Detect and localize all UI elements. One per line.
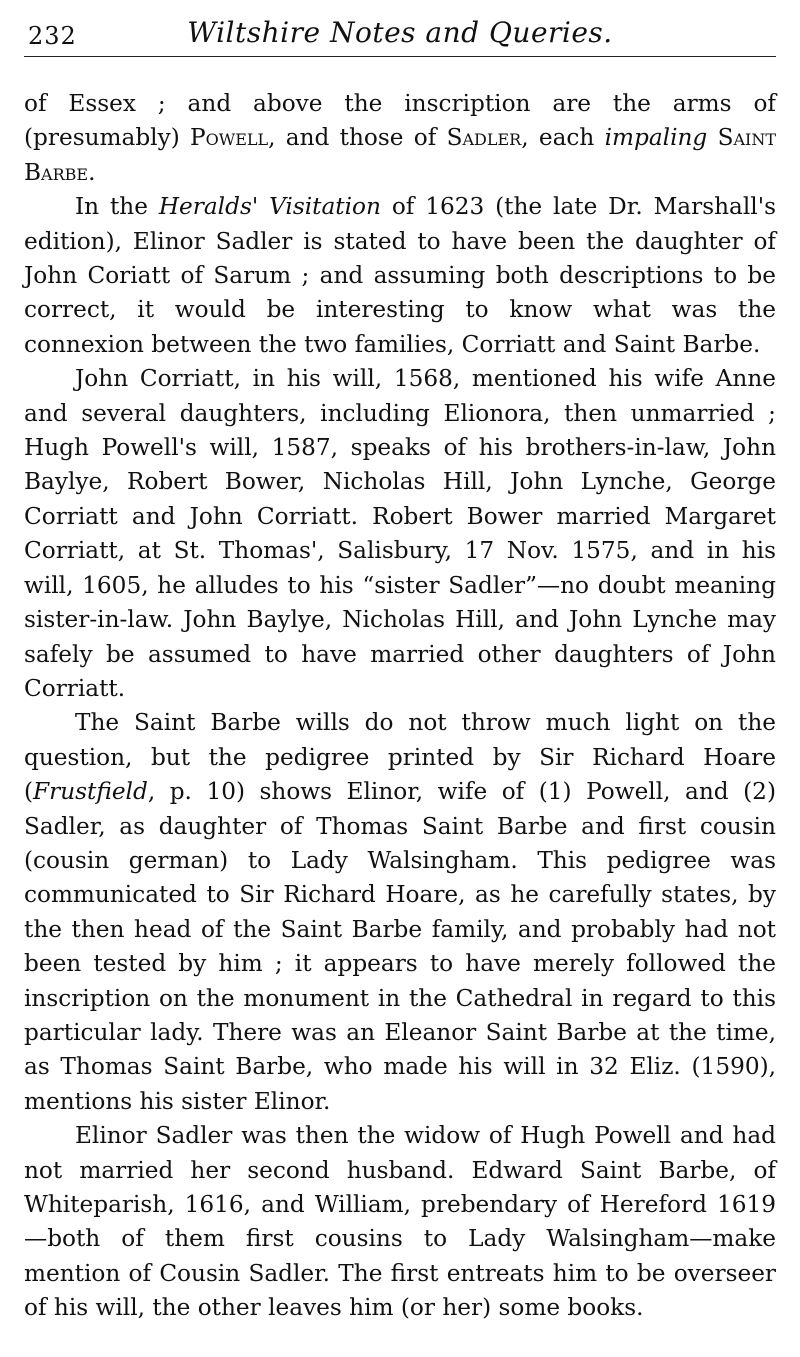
text-span: , each xyxy=(521,124,605,152)
text-span: , and those of xyxy=(268,124,447,152)
paragraph xyxy=(24,362,776,706)
running-head xyxy=(24,8,776,57)
surname-saint-barbe: Saint Barbe xyxy=(24,124,776,186)
italic-impaling: impaling xyxy=(604,124,708,152)
paragraph xyxy=(24,706,776,1119)
text-span: John Corriatt, in his will, 1568, mentioned his wife Anne and several daughters, including Elionora, then unmarried ; Hugh Powell's will, 1587, speaks of his brothers-in-law, John Baylye, Robert Bower, Nicholas Hill, John Lynche, George Corriatt and John Corriatt. Robert Bower married Margaret Corriatt, at St. Thomas', Salisbury, 17 Nov. 1575, and in his will, 1605, he alludes to his “sister Sadler”—no doubt meaning sister-in-law. John Baylye, Nicholas Hill, and John Lynche may safely be assumed to have married other daughters of John Corriatt. xyxy=(24,365,776,702)
surname-powell: Powell xyxy=(190,124,269,152)
text-span: , p. 10) shows Elinor, wife of (1) Powell, and (2) Sadler, as daughter of Thomas Saint Barbe and first cousin (cousin german) to Lady Walsingham. This pedigree was communicated to Sir Richard Hoare, as he carefully states, by the then head of the Saint Barbe family, and probably had not been tested by him ; it appears to have merely followed the inscription on the monument in the Cathedral in regard to this particular lady. There was an Eleanor Saint Barbe at the time, as Thomas Saint Barbe, who made his will in 32 Eliz. (1590), mentions his sister Elinor. xyxy=(24,778,776,1115)
paragraph xyxy=(24,1119,776,1325)
paragraph xyxy=(24,87,776,190)
text-span: . xyxy=(88,158,96,186)
paragraph xyxy=(24,190,776,362)
text-span: Elinor Sadler was then the widow of Hugh Powell and had not married her second husband. Edward Saint Barbe, of Whiteparish, 1616, and William, prebendary of Hereford 1619 —both of them first cousins to Lady Walsingham—make mention of Cousin Sadler. The first entreats him to be overseer of his will, the other leaves him (or her) some books. xyxy=(24,1122,776,1322)
page xyxy=(24,8,776,1326)
text-span: of Essex ; and above the inscription are the arms of (presumably) xyxy=(24,90,776,152)
text-span: The Saint Barbe wills do not throw much light on the question, but the pedigree printed by Sir Richard Hoare ( xyxy=(24,709,776,806)
text-span xyxy=(707,124,717,151)
italic-heralds-visitation: Heralds' Visitation xyxy=(158,193,381,221)
surname-sadler: Sadler xyxy=(446,124,522,152)
text-span: In the xyxy=(75,193,159,221)
page-number: 232 xyxy=(28,22,77,50)
body-text xyxy=(24,87,776,1326)
italic-frustfield: Frustfield xyxy=(33,778,148,806)
running-title: Wiltshire Notes and Queries. xyxy=(187,16,613,49)
text-span: of 1623 (the late Dr. Marshall's edition), Elinor Sadler is stated to have been the daughter of John Coriatt of Sarum ; and assuming both descriptions to be correct, it would be interesting to know what was the connexion between the two families, Corriatt and Saint Barbe. xyxy=(24,193,776,358)
